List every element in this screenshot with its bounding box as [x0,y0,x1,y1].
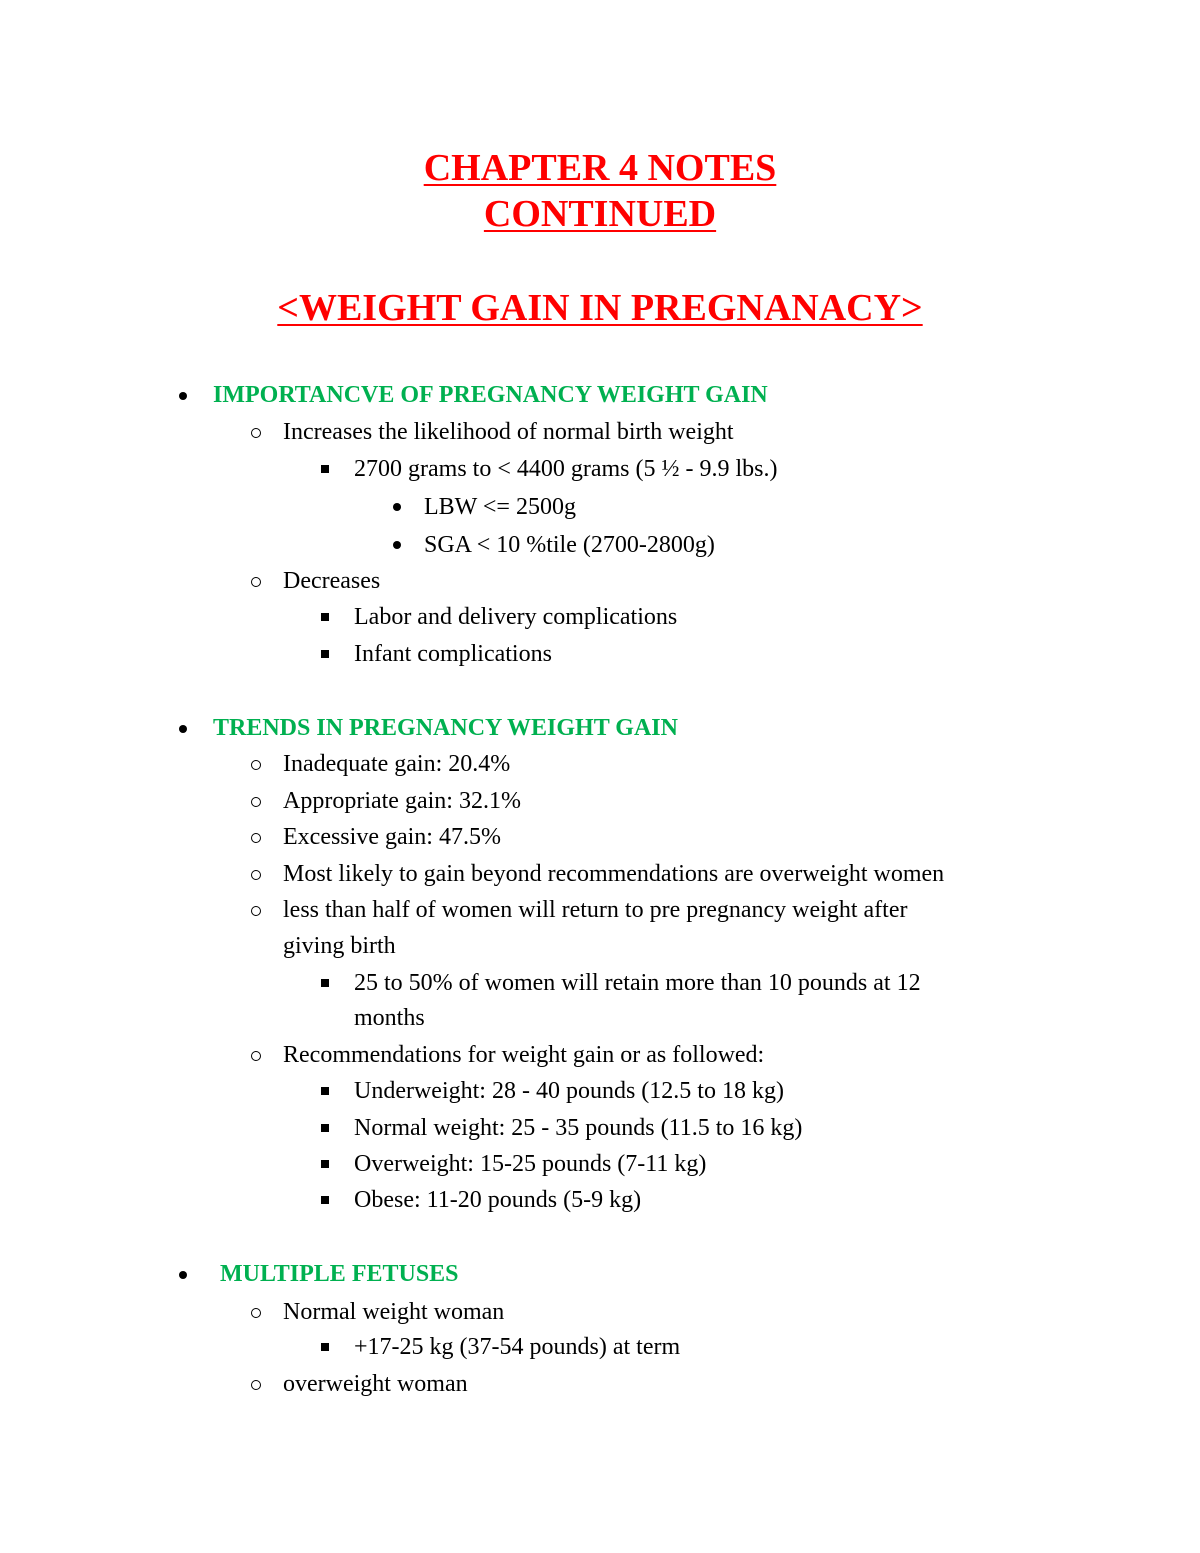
page-subtitle: <WEIGHT GAIN IN PREGNANACY> [277,287,923,329]
list-item: Obese: 11-20 pounds (5-9 kg) [354,1187,642,1213]
page-title-continued: CONTINUED [483,193,717,235]
list-item: Overweight: 15-25 pounds (7-11 kg) [354,1151,707,1177]
bullet-square-icon [321,465,329,473]
bullet-circle-icon [251,1308,261,1318]
list-item: Normal weight woman [283,1299,505,1325]
bullet-circle-icon [251,833,261,843]
bullet-circle-icon [251,428,261,438]
bullet-circle-icon [251,577,261,587]
bullet-dot-icon [393,541,401,549]
bullet-circle-icon [251,1051,261,1061]
bullet-circle-icon [251,797,261,807]
bullet-dot-icon [179,725,187,733]
list-item: 2700 grams to < 4400 grams (5 ½ - 9.9 lbs.) [354,456,778,482]
bullet-square-icon [321,979,329,987]
bullet-square-icon [321,1087,329,1095]
list-item-continuation: giving birth [283,933,396,959]
list-item: LBW <= 2500g [424,494,576,520]
list-item: Infant complications [354,641,552,667]
list-item: SGA < 10 %tile (2700-2800g) [424,532,715,558]
list-item: Recommendations for weight gain or as followed: [283,1042,765,1068]
list-item: Increases the likelihood of normal birth weight [283,419,734,445]
bullet-square-icon [321,1124,329,1132]
list-item-continuation: months [354,1005,425,1031]
bullet-dot-icon [179,1271,187,1279]
list-item: Underweight: 28 - 40 pounds (12.5 to 18 kg) [354,1078,784,1104]
bullet-square-icon [321,1343,329,1351]
section-heading: TRENDS IN PREGNANCY WEIGHT GAIN [213,715,678,741]
bullet-dot-icon [179,392,187,400]
bullet-dot-icon [393,503,401,511]
list-item: Labor and delivery complications [354,604,678,630]
list-item: Most likely to gain beyond recommendations are overweight women [283,861,945,887]
bullet-circle-icon [251,1380,261,1390]
bullet-circle-icon [251,760,261,770]
section-heading: MULTIPLE FETUSES [220,1261,459,1287]
list-item: Excessive gain: 47.5% [283,824,501,850]
list-item: Inadequate gain: 20.4% [283,751,511,777]
bullet-square-icon [321,613,329,621]
bullet-square-icon [321,1160,329,1168]
bullet-square-icon [321,1196,329,1204]
list-item: Decreases [283,568,381,594]
list-item: less than half of women will return to pre pregnancy weight after [283,897,908,923]
section-heading: IMPORTANCVE OF PREGNANCY WEIGHT GAIN [213,382,768,408]
page-title: CHAPTER 4 NOTES [423,147,777,189]
list-item: +17-25 kg (37-54 pounds) at term [354,1334,681,1360]
list-item: overweight woman [283,1371,468,1397]
bullet-circle-icon [251,906,261,916]
list-item: 25 to 50% of women will retain more than 10 pounds at 12 [354,970,921,996]
bullet-circle-icon [251,870,261,880]
list-item: Appropriate gain: 32.1% [283,788,521,814]
bullet-square-icon [321,650,329,658]
list-item: Normal weight: 25 - 35 pounds (11.5 to 16 kg) [354,1115,803,1141]
